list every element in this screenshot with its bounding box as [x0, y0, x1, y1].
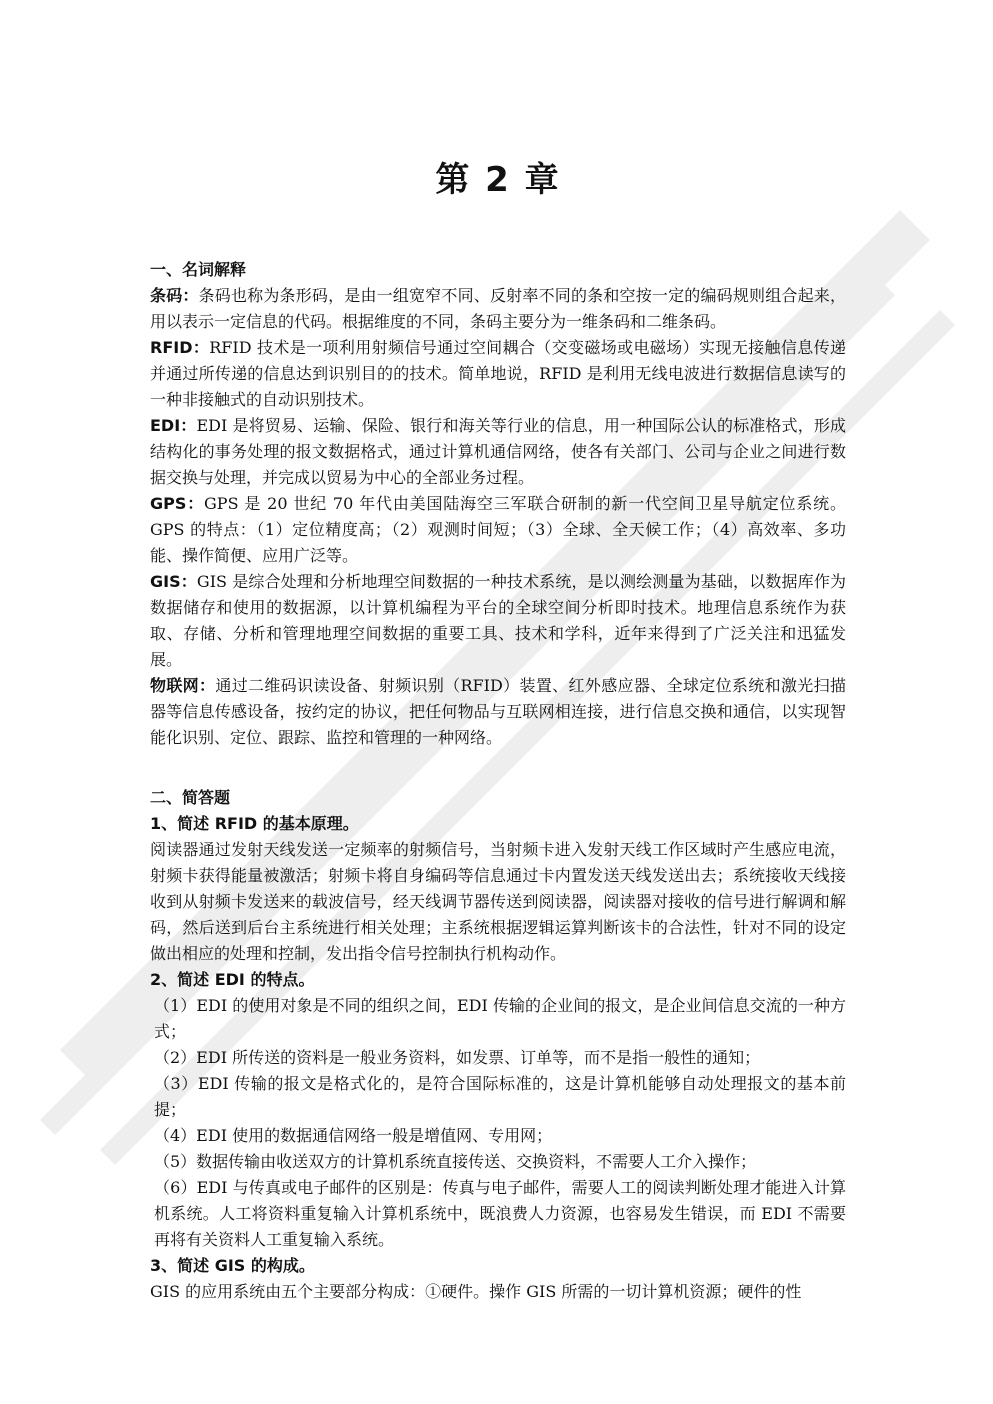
term-definition: 通过二维码识读设备、射频识别（RFID）装置、红外感应器、全球定位系统和激光扫描器等信息传感设备，按约定的协议，把任何物品与互联网相连接，进行信息交换和通信，以实现智能化识别、定位、跟踪、监控和管理的一种网络。: [150, 676, 846, 747]
term-entry-barcode: [150, 283, 846, 335]
question-1-title: 1、简述 RFID 的基本原理。: [150, 814, 359, 833]
question-3-answer: GIS 的应用系统由五个主要部分构成：①硬件。操作 GIS 所需的一切计算机资源；硬件的性: [150, 1282, 802, 1301]
term-entry-rfid: [150, 335, 846, 413]
question-2-item: （6）EDI 与传真或电子邮件的区别是：传真与电子邮件，需要人工的阅读判断处理才能进入计算机系统。人工将资料重复输入计算机系统中，既浪费人力资源，也容易发生错误，而 EDI 不需要再将有关资料人工重复输入系统。: [154, 1178, 846, 1249]
term-label: GIS：: [150, 572, 197, 591]
document-page: [150, 155, 846, 1305]
chapter-title: 第 2 章: [435, 160, 561, 200]
term-definition: RFID 技术是一项利用射频信号通过空间耦合（交变磁场或电磁场）实现无接触信息传递并通过所传递的信息达到识别目的的技术。简单地说，RFID 是利用无线电波进行数据信息读写的一种非接触式的自动识别技术。: [150, 338, 846, 409]
question-2-item: （2）EDI 所传送的资料是一般业务资料，如发票、订单等，而不是指一般性的通知；: [154, 1048, 761, 1067]
question-1-answer: 阅读器通过发射天线发送一定频率的射频信号，当射频卡进入发射天线工作区域时产生感应电流，射频卡获得能量被激活；射频卡将自身编码等信息通过卡内置发送天线发送出去；系统接收天线接收到从射频卡发送来的载波信号，经天线调节器传送到阅读器，阅读器对接收的信号进行解调和解码，然后送到后台主系统进行相关处理；主系统根据逻辑运算判断该卡的合法性，针对不同的设定做出相应的处理和控制，发出指令信号控制执行机构动作。: [150, 840, 846, 963]
term-entry-gps: [150, 491, 846, 569]
question-2-item: （5）数据传输由收送双方的计算机系统直接传送、交换资料，不需要人工介入操作；: [154, 1152, 757, 1171]
term-definition: GPS 是 20 世纪 70 年代由美国陆海空三军联合研制的新一代空间卫星导航定位系统。GPS 的特点：（1）定位精度高；（2）观测时间短；（3）全球、全天候工作；（4）高效率、多功能、操作简便、应用广泛等。: [150, 494, 846, 565]
term-entry-gis: [150, 569, 846, 673]
question-3-title: 3、简述 GIS 的构成。: [150, 1256, 315, 1275]
term-entry-edi: [150, 413, 846, 491]
term-label: 物联网：: [150, 676, 216, 695]
term-label: RFID：: [150, 338, 210, 357]
term-label: GPS：: [150, 494, 205, 513]
term-entry-iot: [150, 673, 846, 751]
section-heading-terms: 一、名词解释: [150, 260, 247, 279]
section-heading-short-answer: 二、简答题: [150, 788, 231, 807]
term-label: EDI：: [150, 416, 197, 435]
term-definition: 条码也称为条形码，是由一组宽窄不同、反射率不同的条和空按一定的编码规则组合起来，用以表示一定信息的代码。根据维度的不同，条码主要分为一维条码和二维条码。: [150, 286, 846, 331]
term-label: 条码：: [150, 286, 199, 305]
section-spacer: [150, 751, 846, 785]
term-definition: EDI 是将贸易、运输、保险、银行和海关等行业的信息，用一种国际公认的标准格式，形成结构化的事务处理的报文数据格式，通过计算机通信网络，使各有关部门、公司与企业之间进行数据交换与处理，并完成以贸易为中心的全部业务过程。: [150, 416, 846, 487]
question-2-item: （4）EDI 使用的数据通信网络一般是增值网、专用网；: [154, 1126, 553, 1145]
term-definition: GIS 是综合处理和分析地理空间数据的一种技术系统，是以测绘测量为基础，以数据库作为数据储存和使用的数据源，以计算机编程为平台的全球空间分析即时技术。地理信息系统作为获取、存储、分析和管理地理空间数据的重要工具、技术和学科，近年来得到了广泛关注和迅猛发展。: [150, 572, 846, 669]
question-2-item: （1）EDI 的使用对象是不同的组织之间，EDI 传输的企业间的报文，是企业间信息交流的一种方式；: [154, 996, 846, 1041]
question-2-title: 2、简述 EDI 的特点。: [150, 970, 315, 989]
question-2-item: （3）EDI 传输的报文是格式化的，是符合国际标准的，这是计算机能够自动处理报文的基本前提；: [154, 1074, 846, 1119]
